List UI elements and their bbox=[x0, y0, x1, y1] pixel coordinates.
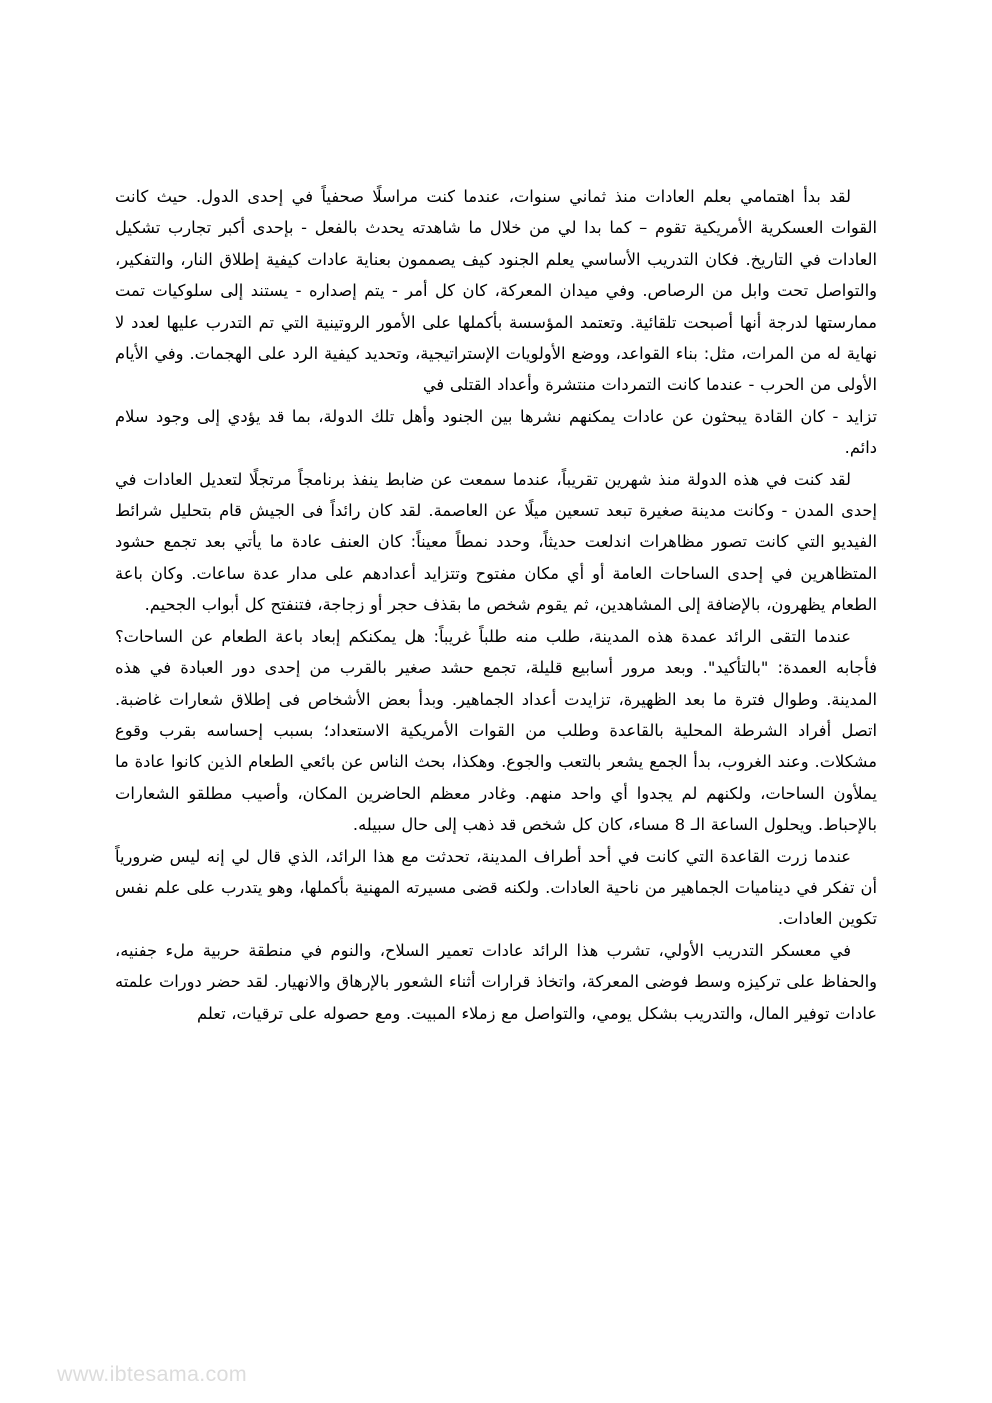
paragraph-6: في معسكر التدريب الأولي، تشرب هذا الرائد عادات تعمير السلاح، والنوم في منطقة حربية ملء جفنيه، والحفاظ على تركيزه وسط فوضى المعركة، واتخاذ قرارات أثناء الشعور بالإرهاق والانهيار. لقد حضر دورات علمته عادات توفير المال، والتدريب بشكل يومي، والتواصل مع زملاء المبيت. ومع حصوله على ترقيات، تعلم bbox=[115, 940, 877, 1023]
site-watermark: www.ibtesama.com bbox=[57, 1362, 247, 1386]
paragraph-4: عندما التقى الرائد عمدة هذه المدينة، طلب منه طلباً غريباً: هل يمكنكم إبعاد باعة الطعام عن الساحات؟ فأجابه العمدة: "بالتأكيد". وبعد مرور أسابيع قليلة، تجمع حشد صغير بالقرب من إحدى دور العبادة في هذه المدينة. وطوال فترة ما بعد الظهيرة، تزايدت أعداد الجماهير. وبدأ بعض الأشخاص فى إطلاق شعارات غاضبة. اتصل أفراد الشرطة المحلية بالقاعدة وطلب من القوات الأمريكية الاستعداد؛ بسبب إحساسه بقرب وقوع مشكلات. وعند الغروب، بدأ الجمع يشعر بالتعب والجوع. وهكذا، بحث الناس عن بائعي الطعام الذين كانوا عادة ما يملأون الساحات، ولكنهم لم يجدوا أي واحد منهم. وغادر معظم الحاضرين المكان، وأصيب مطلقو الشعارات بالإحباط. ويحلول الساعة الـ 8 مساء، كان كل شخص قد ذهب إلى حال سبيله. bbox=[115, 626, 877, 835]
document-text-column bbox=[115, 181, 877, 1029]
paragraph-3: لقد كنت في هذه الدولة منذ شهرين تقريباً، عندما سمعت عن ضابط ينفذ برنامجاً مرتجلًا لتعديل العادات في إحدى المدن - وكانت مدينة صغيرة تبعد تسعين ميلًا عن العاصمة. لقد كان رائداً فى الجيش قام بتحليل شرائط الفيديو التي كانت تصور مظاهرات اندلعت حديثاً، وحدد نمطاً معيناً: كان العنف عادة ما يأتي بعد تجمع حشود المتظاهرين في إحدى الساحات العامة أو أي مكان مفتوح وتتزايد أعدادهم على مدار عدة ساعات. وكان باعة الطعام يظهرون، بالإضافة إلى المشاهدين، ثم يقوم شخص ما بقذف حجر أو زجاجة، فتنفتح كل أبواب الجحيم. bbox=[115, 469, 877, 615]
paragraph-2: تزايد - كان القادة يبحثون عن عادات يمكنهم نشرها بين الجنود وأهل تلك الدولة، بما قد يؤدي إلى وجود سلام دائم. bbox=[115, 406, 877, 458]
paragraph-5: عندما زرت القاعدة التي كانت في أحد أطراف المدينة، تحدثت مع هذا الرائد، الذي قال لي إنه ليس ضرورياً أن تفكر في ديناميات الجماهير من ناحية العادات. ولكنه قضى مسيرته المهنية بأكملها، وهو يتدرب على علم نفس تكوين العادات. bbox=[115, 846, 877, 929]
paragraph-1: لقد بدأ اهتمامي بعلم العادات منذ ثماني سنوات، عندما كنت مراسلًا صحفياً في إحدى الدول. حيث كانت القوات العسكرية الأمريكية تقوم – كما بدا لي من خلال ما شاهدته يحدث بالفعل - بإحدى أكبر تجارب تشكيل العادات في التاريخ. فكان التدريب الأساسي يعلم الجنود كيف يصممون بعناية عادات كيفية إطلاق النار، والتفكير، والتواصل تحت وابل من الرصاص. وفي ميدان المعركة، كان كل أمر - يتم إصداره - يستند إلى سلوكيات تمت ممارستها لدرجة أنها أصبحت تلقائية. وتعتمد المؤسسة بأكملها على الأمور الروتينية التي تم التدرب عليها لعدد لا نهاية له من المرات، مثل: بناء القواعد، ووضع الأولويات الإستراتيجية، وتحديد كيفية الرد على الهجمات. وفي الأيام الأولى من الحرب - عندما كانت التمردات منتشرة وأعداد القتلى في bbox=[115, 187, 877, 395]
